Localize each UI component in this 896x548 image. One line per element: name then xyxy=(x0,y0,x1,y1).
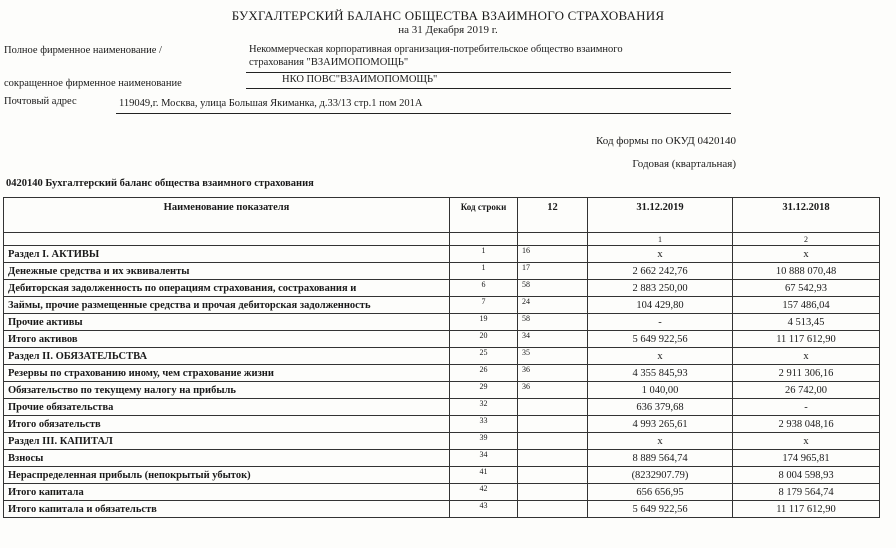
column-number xyxy=(4,233,450,246)
value-2019: 2 662 242,76 xyxy=(588,263,733,280)
row-code: 6 xyxy=(450,280,518,297)
column-number: 2 xyxy=(733,233,880,246)
value-2018: x xyxy=(733,348,880,365)
table-row xyxy=(4,365,880,382)
row-col12: 36 xyxy=(518,365,588,382)
row-col12: 36 xyxy=(518,382,588,399)
table-row xyxy=(4,484,880,501)
column-number xyxy=(518,233,588,246)
value-2018: 8 179 564,74 xyxy=(733,484,880,501)
row-name: Дебиторская задолженность по операциям страхования, сострахования и xyxy=(4,280,450,297)
table-row xyxy=(4,399,880,416)
value-2019: 636 379,68 xyxy=(588,399,733,416)
row-col12: 58 xyxy=(518,280,588,297)
value-2018: 2 938 048,16 xyxy=(733,416,880,433)
row-name: Взносы xyxy=(4,450,450,467)
short-name-value: НКО ПОВС"ВЗАИМОПОМОЩЬ" xyxy=(282,74,438,85)
form-code: Код формы по ОКУД 0420140 xyxy=(595,135,736,147)
value-2019: (8232907.79) xyxy=(588,467,733,484)
table-row xyxy=(4,263,880,280)
table-row xyxy=(4,280,880,297)
row-col12 xyxy=(518,484,588,501)
row-code: 20 xyxy=(450,331,518,348)
full-name-line1: Некоммерческая корпоративная организация-потребительское общество взаимного xyxy=(249,44,623,55)
value-2019: x xyxy=(588,348,733,365)
value-2018: - xyxy=(733,399,880,416)
report-date: на 31 Декабря 2019 г. xyxy=(398,24,498,36)
header-col-12: 12 xyxy=(518,198,588,233)
table-row xyxy=(4,348,880,365)
full-name-underline xyxy=(246,72,731,73)
row-name: Займы, прочие размещенные средства и прочая дебиторская задолженность xyxy=(4,297,450,314)
row-name: Раздел III. КАПИТАЛ xyxy=(4,433,450,450)
table-row xyxy=(4,467,880,484)
value-2018: 11 117 612,90 xyxy=(733,501,880,518)
table-row xyxy=(4,314,880,331)
row-name: Прочие активы xyxy=(4,314,450,331)
value-2018: 11 117 612,90 xyxy=(733,331,880,348)
full-name-label: Полное фирменное наименование / xyxy=(4,45,162,56)
value-2019: 2 883 250,00 xyxy=(588,280,733,297)
value-2019: 656 656,95 xyxy=(588,484,733,501)
header-indicator-name: Наименование показателя xyxy=(4,198,450,233)
row-name: Прочие обязательства xyxy=(4,399,450,416)
value-2019: 4 993 265,61 xyxy=(588,416,733,433)
header-date-2019: 31.12.2019 xyxy=(588,198,733,233)
row-col12 xyxy=(518,467,588,484)
table-row xyxy=(4,382,880,399)
value-2019: x xyxy=(588,246,733,263)
value-2018: 2 911 306,16 xyxy=(733,365,880,382)
row-code: 26 xyxy=(450,365,518,382)
row-code: 32 xyxy=(450,399,518,416)
row-col12: 17 xyxy=(518,263,588,280)
row-name: Итого обязательств xyxy=(4,416,450,433)
row-name: Раздел II. ОБЯЗАТЕЛЬСТВА xyxy=(4,348,450,365)
row-col12 xyxy=(518,399,588,416)
row-col12: 16 xyxy=(518,246,588,263)
row-code: 29 xyxy=(450,382,518,399)
row-col12 xyxy=(518,416,588,433)
row-code: 1 xyxy=(450,263,518,280)
row-col12 xyxy=(518,501,588,518)
row-col12 xyxy=(518,433,588,450)
row-code: 33 xyxy=(450,416,518,433)
row-name: Раздел I. АКТИВЫ xyxy=(4,246,450,263)
short-name-label: сокращенное фирменное наименование xyxy=(4,78,182,89)
column-number xyxy=(450,233,518,246)
value-2019: - xyxy=(588,314,733,331)
table-row xyxy=(4,246,880,263)
value-2019: 1 040,00 xyxy=(588,382,733,399)
report-period: Годовая (квартальная) xyxy=(632,158,736,170)
balance-sheet-table xyxy=(3,197,880,518)
table-row xyxy=(4,433,880,450)
column-number: 1 xyxy=(588,233,733,246)
value-2018: x xyxy=(733,433,880,450)
short-name-underline xyxy=(246,88,731,89)
row-col12 xyxy=(518,450,588,467)
value-2019: 8 889 564,74 xyxy=(588,450,733,467)
header-row-code: Код строки xyxy=(450,198,518,233)
value-2018: 157 486,04 xyxy=(733,297,880,314)
table-row xyxy=(4,416,880,433)
row-code: 19 xyxy=(450,314,518,331)
value-2019: 4 355 845,93 xyxy=(588,365,733,382)
value-2019: 5 649 922,56 xyxy=(588,501,733,518)
value-2018: 8 004 598,93 xyxy=(733,467,880,484)
full-name-line2: страхования "ВЗАИМОПОМОЩЬ" xyxy=(249,57,409,68)
row-code: 25 xyxy=(450,348,518,365)
value-2018: 4 513,45 xyxy=(733,314,880,331)
address-value: 119049,г. Москва, улица Большая Якиманка, д.33/13 стр.1 пом 201А xyxy=(119,98,423,109)
row-col12: 24 xyxy=(518,297,588,314)
document-title: БУХГАЛТЕРСКИЙ БАЛАНС ОБЩЕСТВА ВЗАИМНОГО СТРАХОВАНИЯ xyxy=(231,8,665,23)
row-col12: 58 xyxy=(518,314,588,331)
value-2018: 174 965,81 xyxy=(733,450,880,467)
value-2018: 10 888 070,48 xyxy=(733,263,880,280)
table-caption: 0420140 Бухгалтерский баланс общества взаимного страхования xyxy=(6,178,314,189)
header-date-2018: 31.12.2018 xyxy=(733,198,880,233)
row-code: 39 xyxy=(450,433,518,450)
row-code: 41 xyxy=(450,467,518,484)
row-code: 7 xyxy=(450,297,518,314)
value-2019: 5 649 922,56 xyxy=(588,331,733,348)
table-row xyxy=(4,501,880,518)
address-label: Почтовый адрес xyxy=(4,96,77,107)
table-row xyxy=(4,450,880,467)
table-row xyxy=(4,331,880,348)
row-code: 43 xyxy=(450,501,518,518)
row-col12: 35 xyxy=(518,348,588,365)
table-row xyxy=(4,297,880,314)
value-2019: 104 429,80 xyxy=(588,297,733,314)
value-2019: x xyxy=(588,433,733,450)
row-name: Денежные средства и их эквиваленты xyxy=(4,263,450,280)
value-2018: 67 542,93 xyxy=(733,280,880,297)
row-name: Итого капитала xyxy=(4,484,450,501)
address-underline xyxy=(116,113,731,114)
value-2018: x xyxy=(733,246,880,263)
row-code: 42 xyxy=(450,484,518,501)
row-col12: 34 xyxy=(518,331,588,348)
row-code: 34 xyxy=(450,450,518,467)
row-name: Нераспределенная прибыль (непокрытый убыток) xyxy=(4,467,450,484)
row-name: Итого активов xyxy=(4,331,450,348)
row-name: Итого капитала и обязательств xyxy=(4,501,450,518)
value-2018: 26 742,00 xyxy=(733,382,880,399)
row-name: Обязательство по текущему налогу на прибыль xyxy=(4,382,450,399)
row-code: 1 xyxy=(450,246,518,263)
row-name: Резервы по страхованию иному, чем страхование жизни xyxy=(4,365,450,382)
